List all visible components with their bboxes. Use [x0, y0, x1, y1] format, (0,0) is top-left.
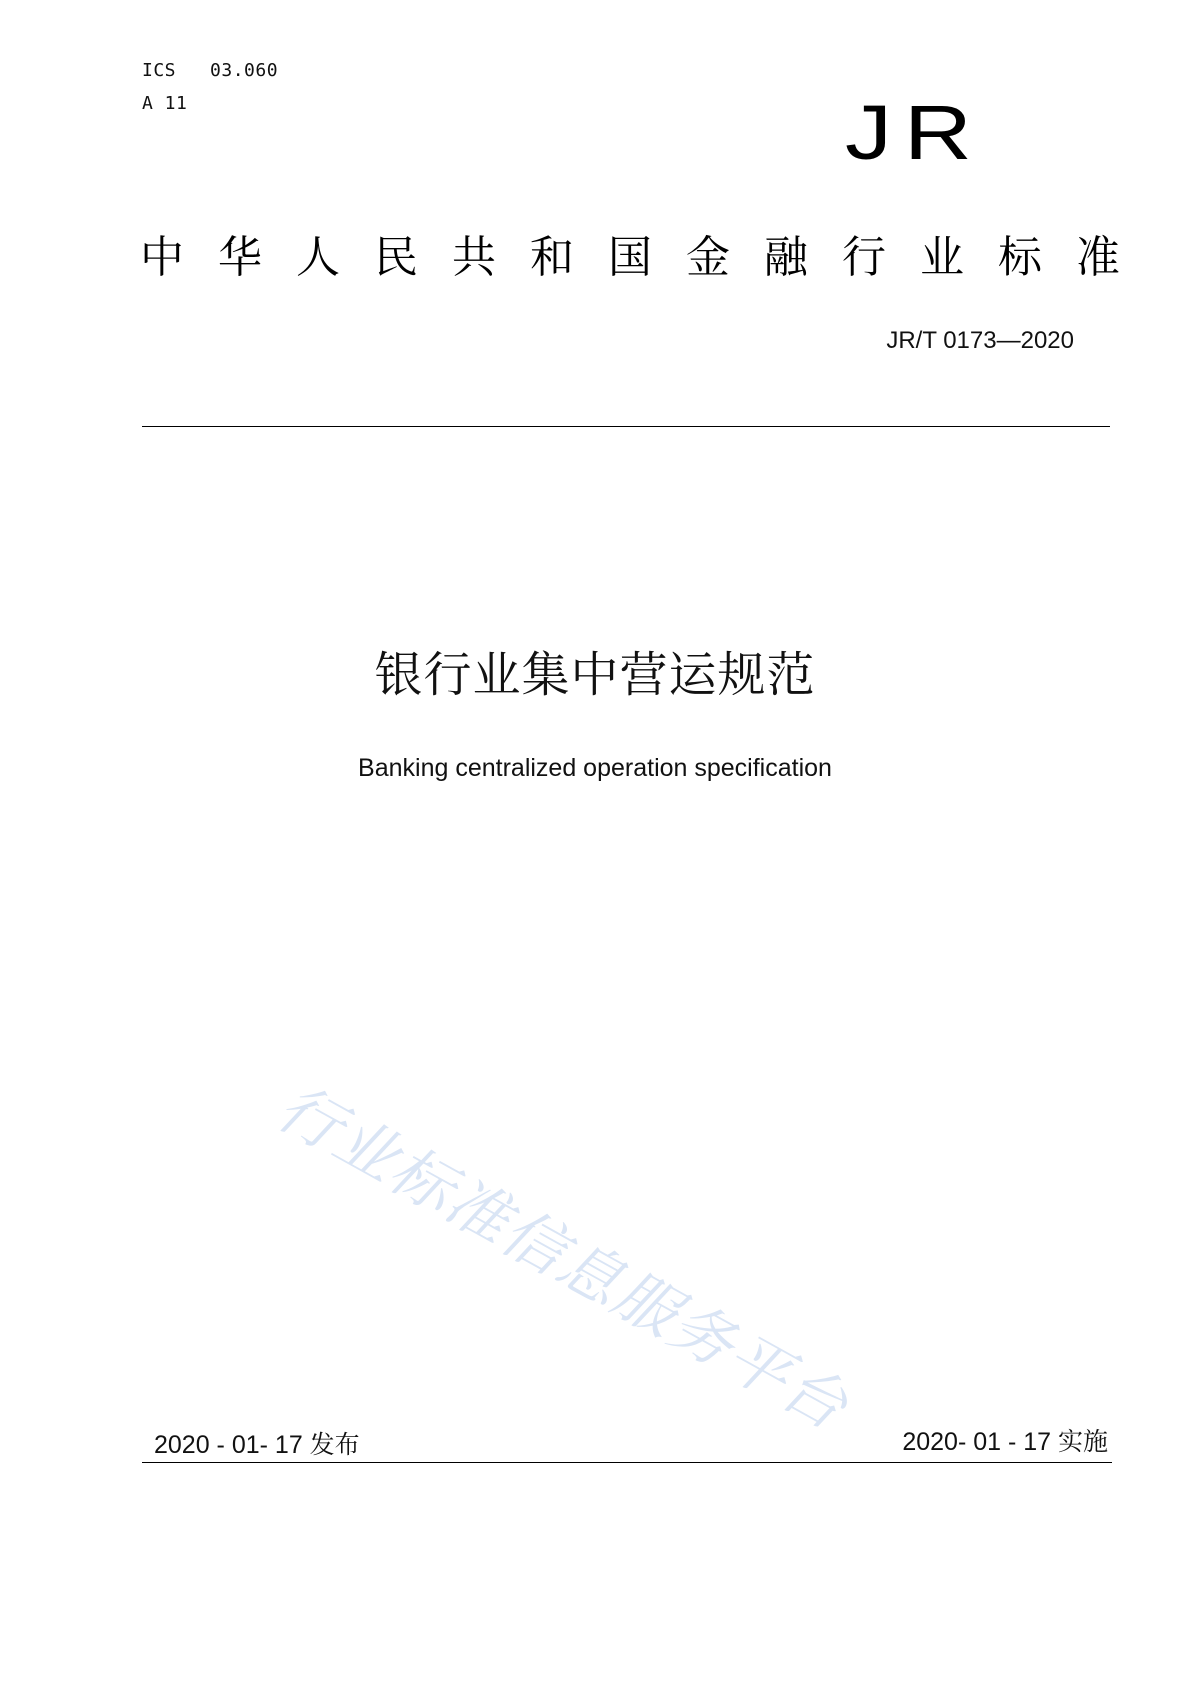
implement-date: 2020- 01 - 17 实施 — [902, 1428, 1108, 1456]
org-char: 金 — [686, 232, 730, 283]
footer-divider — [142, 1462, 1112, 1463]
org-char: 和 — [530, 232, 574, 283]
document-title-chinese: 银行业集中营运规范 — [374, 647, 816, 703]
standard-organization — [140, 230, 1120, 286]
org-char: 民 — [374, 232, 418, 283]
publish-date: 2020 - 01- 17 发布 — [154, 1431, 360, 1459]
org-char: 业 — [920, 232, 964, 283]
org-char: 人 — [296, 232, 340, 283]
org-char: 国 — [608, 232, 652, 283]
standard-number: JR/T 0173—2020 — [886, 327, 1074, 354]
org-char: 行 — [842, 232, 886, 283]
jr-logo: JR — [845, 89, 984, 176]
ics-code: ICS 03.060 — [142, 60, 279, 81]
document-title-english: Banking centralized operation specification — [358, 754, 832, 782]
org-char: 融 — [764, 232, 808, 283]
org-char: 共 — [452, 232, 496, 283]
classification-code: A 11 — [142, 93, 188, 114]
org-char: 中 — [140, 232, 184, 283]
watermark: 行业标准信息服务平台 — [265, 1070, 861, 1445]
header-divider — [142, 426, 1110, 427]
org-char: 准 — [1076, 232, 1120, 283]
org-char: 标 — [998, 232, 1042, 283]
org-char: 华 — [218, 232, 262, 283]
